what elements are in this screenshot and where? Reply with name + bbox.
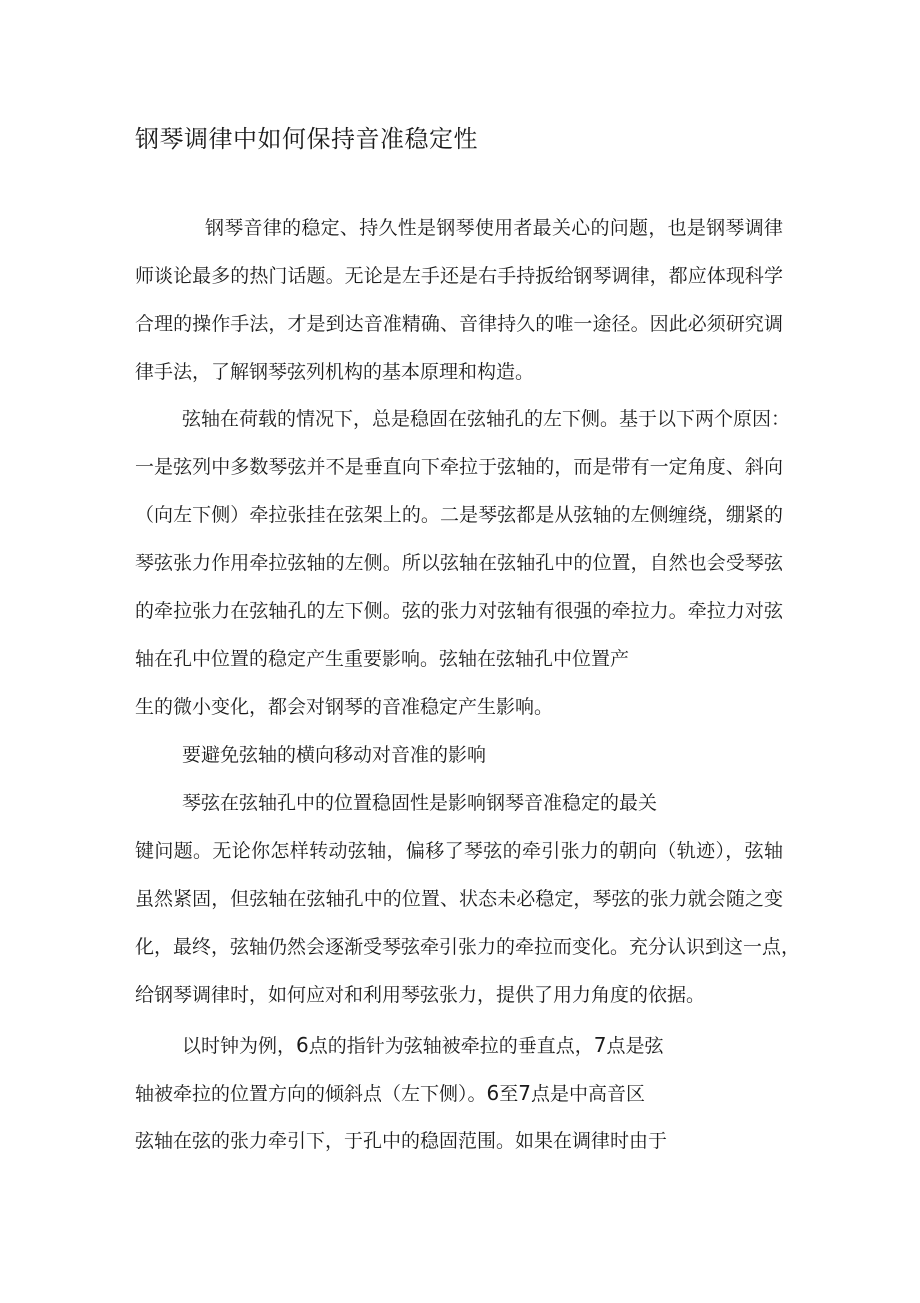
text-run: 点是弦: [606, 1035, 664, 1057]
paragraph-line: [135, 1079, 645, 1108]
paragraph-line: 琴弦张力作用牵拉弦轴的左侧。所以弦轴在弦轴孔中的位置，自然也会受琴弦: [135, 552, 783, 574]
paragraph-line: 钢琴音律的稳定、持久性是钢琴使用者最关心的问题，也是钢琴调律: [205, 217, 783, 239]
text-run: 点是中高音区: [531, 1083, 646, 1105]
number-run: 6: [296, 1033, 309, 1057]
paragraph-line: 一是弦列中多数琴弦并不是垂直向下牵拉于弦轴的，而是带有一定角度、斜向: [135, 456, 783, 478]
text-run: 以时钟为例，: [182, 1035, 297, 1057]
paragraph-line: 师谈论最多的热门话题。无论是左手还是右手持扳给钢琴调律，都应体现科学: [135, 265, 783, 287]
number-run: 7: [593, 1033, 607, 1057]
text-run: 点的指针为弦轴被牵拉的垂直点，: [308, 1035, 594, 1057]
number-run: 7: [518, 1081, 531, 1105]
paragraph-line: 虽然紧固，但弦轴在弦轴孔中的位置、状态未必稳定，琴弦的张力就会随之变: [135, 888, 783, 910]
paragraph-line: 给钢琴调律时，如何应对和利用琴弦张力，提供了用力角度的依据。: [135, 984, 706, 1006]
document-title: 钢琴调律中如何保持音准稳定性: [135, 125, 478, 153]
paragraph-line: [182, 1031, 664, 1060]
section-heading: 要避免弦轴的横向移动对音准的影响: [182, 744, 487, 766]
paragraph-line: 轴在孔中位置的稳定产生重要影响。弦轴在弦轴孔中位置产: [135, 648, 630, 670]
number-run: 6: [486, 1081, 500, 1105]
paragraph-line: 弦轴在荷载的情况下，总是稳固在弦轴孔的左下侧。基于以下两个原因：: [182, 408, 791, 430]
paragraph-line: 合理的操作手法，才是到达音准精确、音律持久的唯一途径。因此必须研究调: [135, 313, 783, 335]
paragraph-line: 琴弦在弦轴孔中的位置稳固性是影响钢琴音准稳定的最关: [182, 792, 658, 814]
paragraph-line: 化，最终，弦轴仍然会逐渐受琴弦牵引张力的牵拉而变化。充分认识到这一点，: [135, 936, 801, 958]
paragraph-line: 的牵拉张力在弦轴孔的左下侧。弦的张力对弦轴有很强的牵拉力。牵拉力对弦: [135, 600, 783, 622]
text-run: 至: [499, 1083, 519, 1105]
text-run: 轴被牵拉的位置方向的倾斜点（左下侧）。: [135, 1083, 487, 1105]
paragraph-line: 律手法，了解钢琴弦列机构的基本原理和构造。: [135, 361, 535, 383]
paragraph-line: （向左下侧）牵拉张挂在弦架上的。二是琴弦都是从弦轴的左侧缠绕，绷紧的: [135, 504, 783, 526]
paragraph-line: 键问题。无论你怎样转动弦轴，偏移了琴弦的牵引张力的朝向（轨迹），弦轴: [135, 840, 783, 862]
paragraph-line: 弦轴在弦的张力牵引下，于孔中的稳固范围。如果在调律时由于: [135, 1130, 668, 1152]
paragraph-line: 生的微小变化，都会对钢琴的音准稳定产生影响。: [135, 696, 554, 718]
